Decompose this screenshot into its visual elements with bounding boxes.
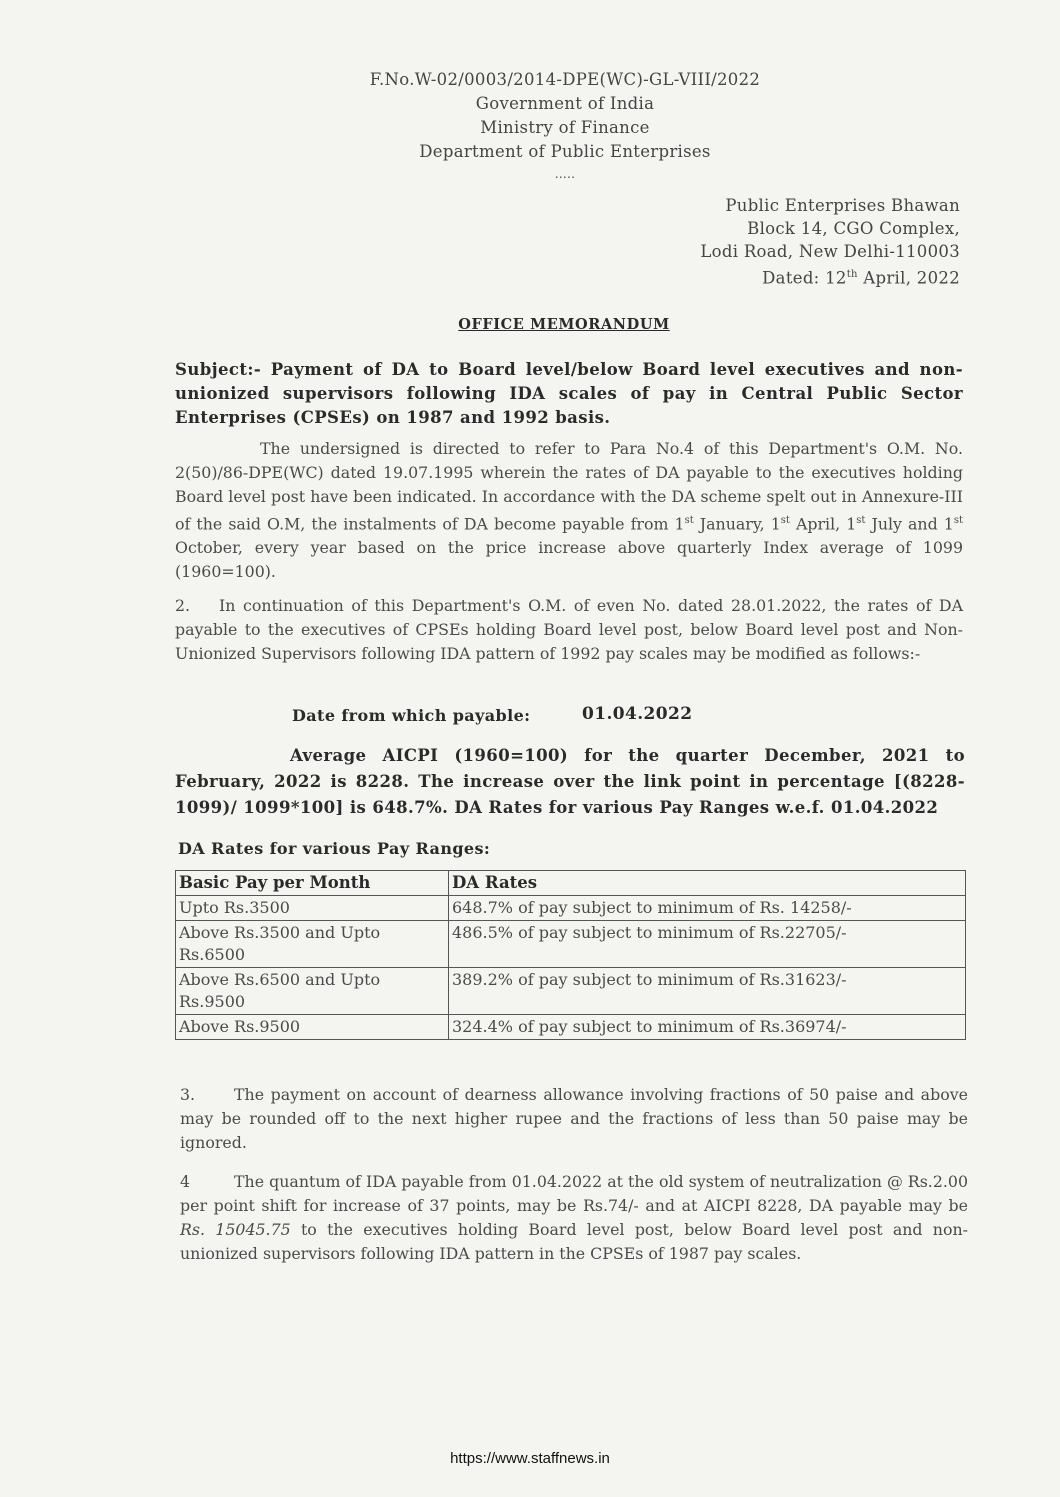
payable-date: 01.04.2022	[582, 704, 693, 724]
header-dots: .....	[554, 167, 576, 181]
cell-pay-range: Upto Rs.3500	[176, 896, 449, 921]
cell-da-rate: 324.4% of pay subject to minimum of Rs.36974/-	[449, 1015, 966, 1040]
cell-pay-range: Above Rs.9500	[176, 1015, 449, 1040]
paragraph-3: 3. The payment on account of dearness allowance involving fractions of 50 paise and above may be rounded off to the next higher rupee and the fractions of less than 50 paise may be ignored.	[180, 1085, 968, 1152]
header-da-rates: DA Rates	[449, 871, 966, 896]
address-line-2: Block 14, CGO Complex,	[747, 219, 960, 238]
address-line-1: Public Enterprises Bhawan	[725, 196, 960, 215]
table-row	[176, 968, 966, 1015]
department-line: Department of Public Enterprises	[419, 142, 711, 161]
table-row	[176, 896, 966, 921]
table-caption: DA Rates for various Pay Ranges:	[178, 839, 491, 858]
paragraph-4: 4 The quantum of IDA payable from 01.04.2022 at the old system of neutralization @ Rs.2.00 per point shift for increase of 37 points, may be Rs.74/- and at AICPI 8228, DA payable may be Rs. 15045.75 to the executives holding Board level post, below Board level post and non-unionized supervisors following IDA pattern in the CPSEs of 1987 pay scales.	[180, 1172, 968, 1263]
cell-da-rate: 486.5% of pay subject to minimum of Rs.22705/-	[449, 921, 966, 968]
cell-da-rate: 648.7% of pay subject to minimum of Rs. 14258/-	[449, 896, 966, 921]
cell-pay-range: Above Rs.6500 and Upto Rs.9500	[176, 968, 449, 1015]
ida-amount: Rs. 15045.75	[180, 1220, 291, 1239]
footer-url[interactable]: https://www.staffnews.in	[450, 1450, 610, 1467]
address-line-3: Lodi Road, New Delhi-110003	[700, 242, 960, 261]
cell-pay-range: Above Rs.3500 and Upto Rs.6500	[176, 921, 449, 968]
payable-label: Date from which payable:	[292, 706, 531, 725]
subject-text: Subject:- Payment of DA to Board level/below Board level executives and non-unionized supervisors following IDA scales of pay in Central Public Sector Enterprises (CPSEs) on 1987 and 1992 basis.	[175, 360, 963, 427]
memo-title: OFFICE MEMORANDUM	[458, 316, 670, 333]
ministry-line: Ministry of Finance	[480, 118, 650, 137]
date-line: Dated: 12th April, 2022	[762, 268, 960, 288]
govt-line: Government of India	[475, 94, 655, 113]
table-row	[176, 921, 966, 968]
aicpi-paragraph: Average AICPI (1960=100) for the quarter December, 2021 to February, 2022 is 8228. The increase over the link point in percentage [(8228-1099)/ 1099*100] is 648.7%. DA Rates for various Pay Ranges w.e.f. 01.04.2022	[175, 746, 965, 817]
table-header-row	[176, 871, 966, 896]
header-basic-pay: Basic Pay per Month	[176, 871, 449, 896]
file-number: F.No.W-02/0003/2014-DPE(WC)-GL-VIII/2022	[369, 70, 761, 89]
paragraph-2: 2. In continuation of this Department's O.M. of even No. dated 28.01.2022, the rates of DA payable to the executives of CPSEs holding Board level post, below Board level post and Non-Unionized Supervisors following IDA pattern of 1992 pay scales may be modified as follows:-	[175, 596, 963, 663]
paragraph-1: The undersigned is directed to refer to Para No.4 of this Department's O.M. No. 2(50)/86-DPE(WC) dated 19.07.1995 wherein the rates of DA payable to the executives holding Board level post have been indicated. In accordance with the DA scheme spelt out in Annexure-III of the said O.M, the instalments of DA become payable from 1st January, 1st April, 1st July and 1st October, every year based on the price increase above quarterly Index average of 1099 (1960=100).	[175, 439, 963, 582]
table-row	[176, 1015, 966, 1040]
da-rates-table	[175, 870, 966, 1040]
cell-da-rate: 389.2% of pay subject to minimum of Rs.31623/-	[449, 968, 966, 1015]
